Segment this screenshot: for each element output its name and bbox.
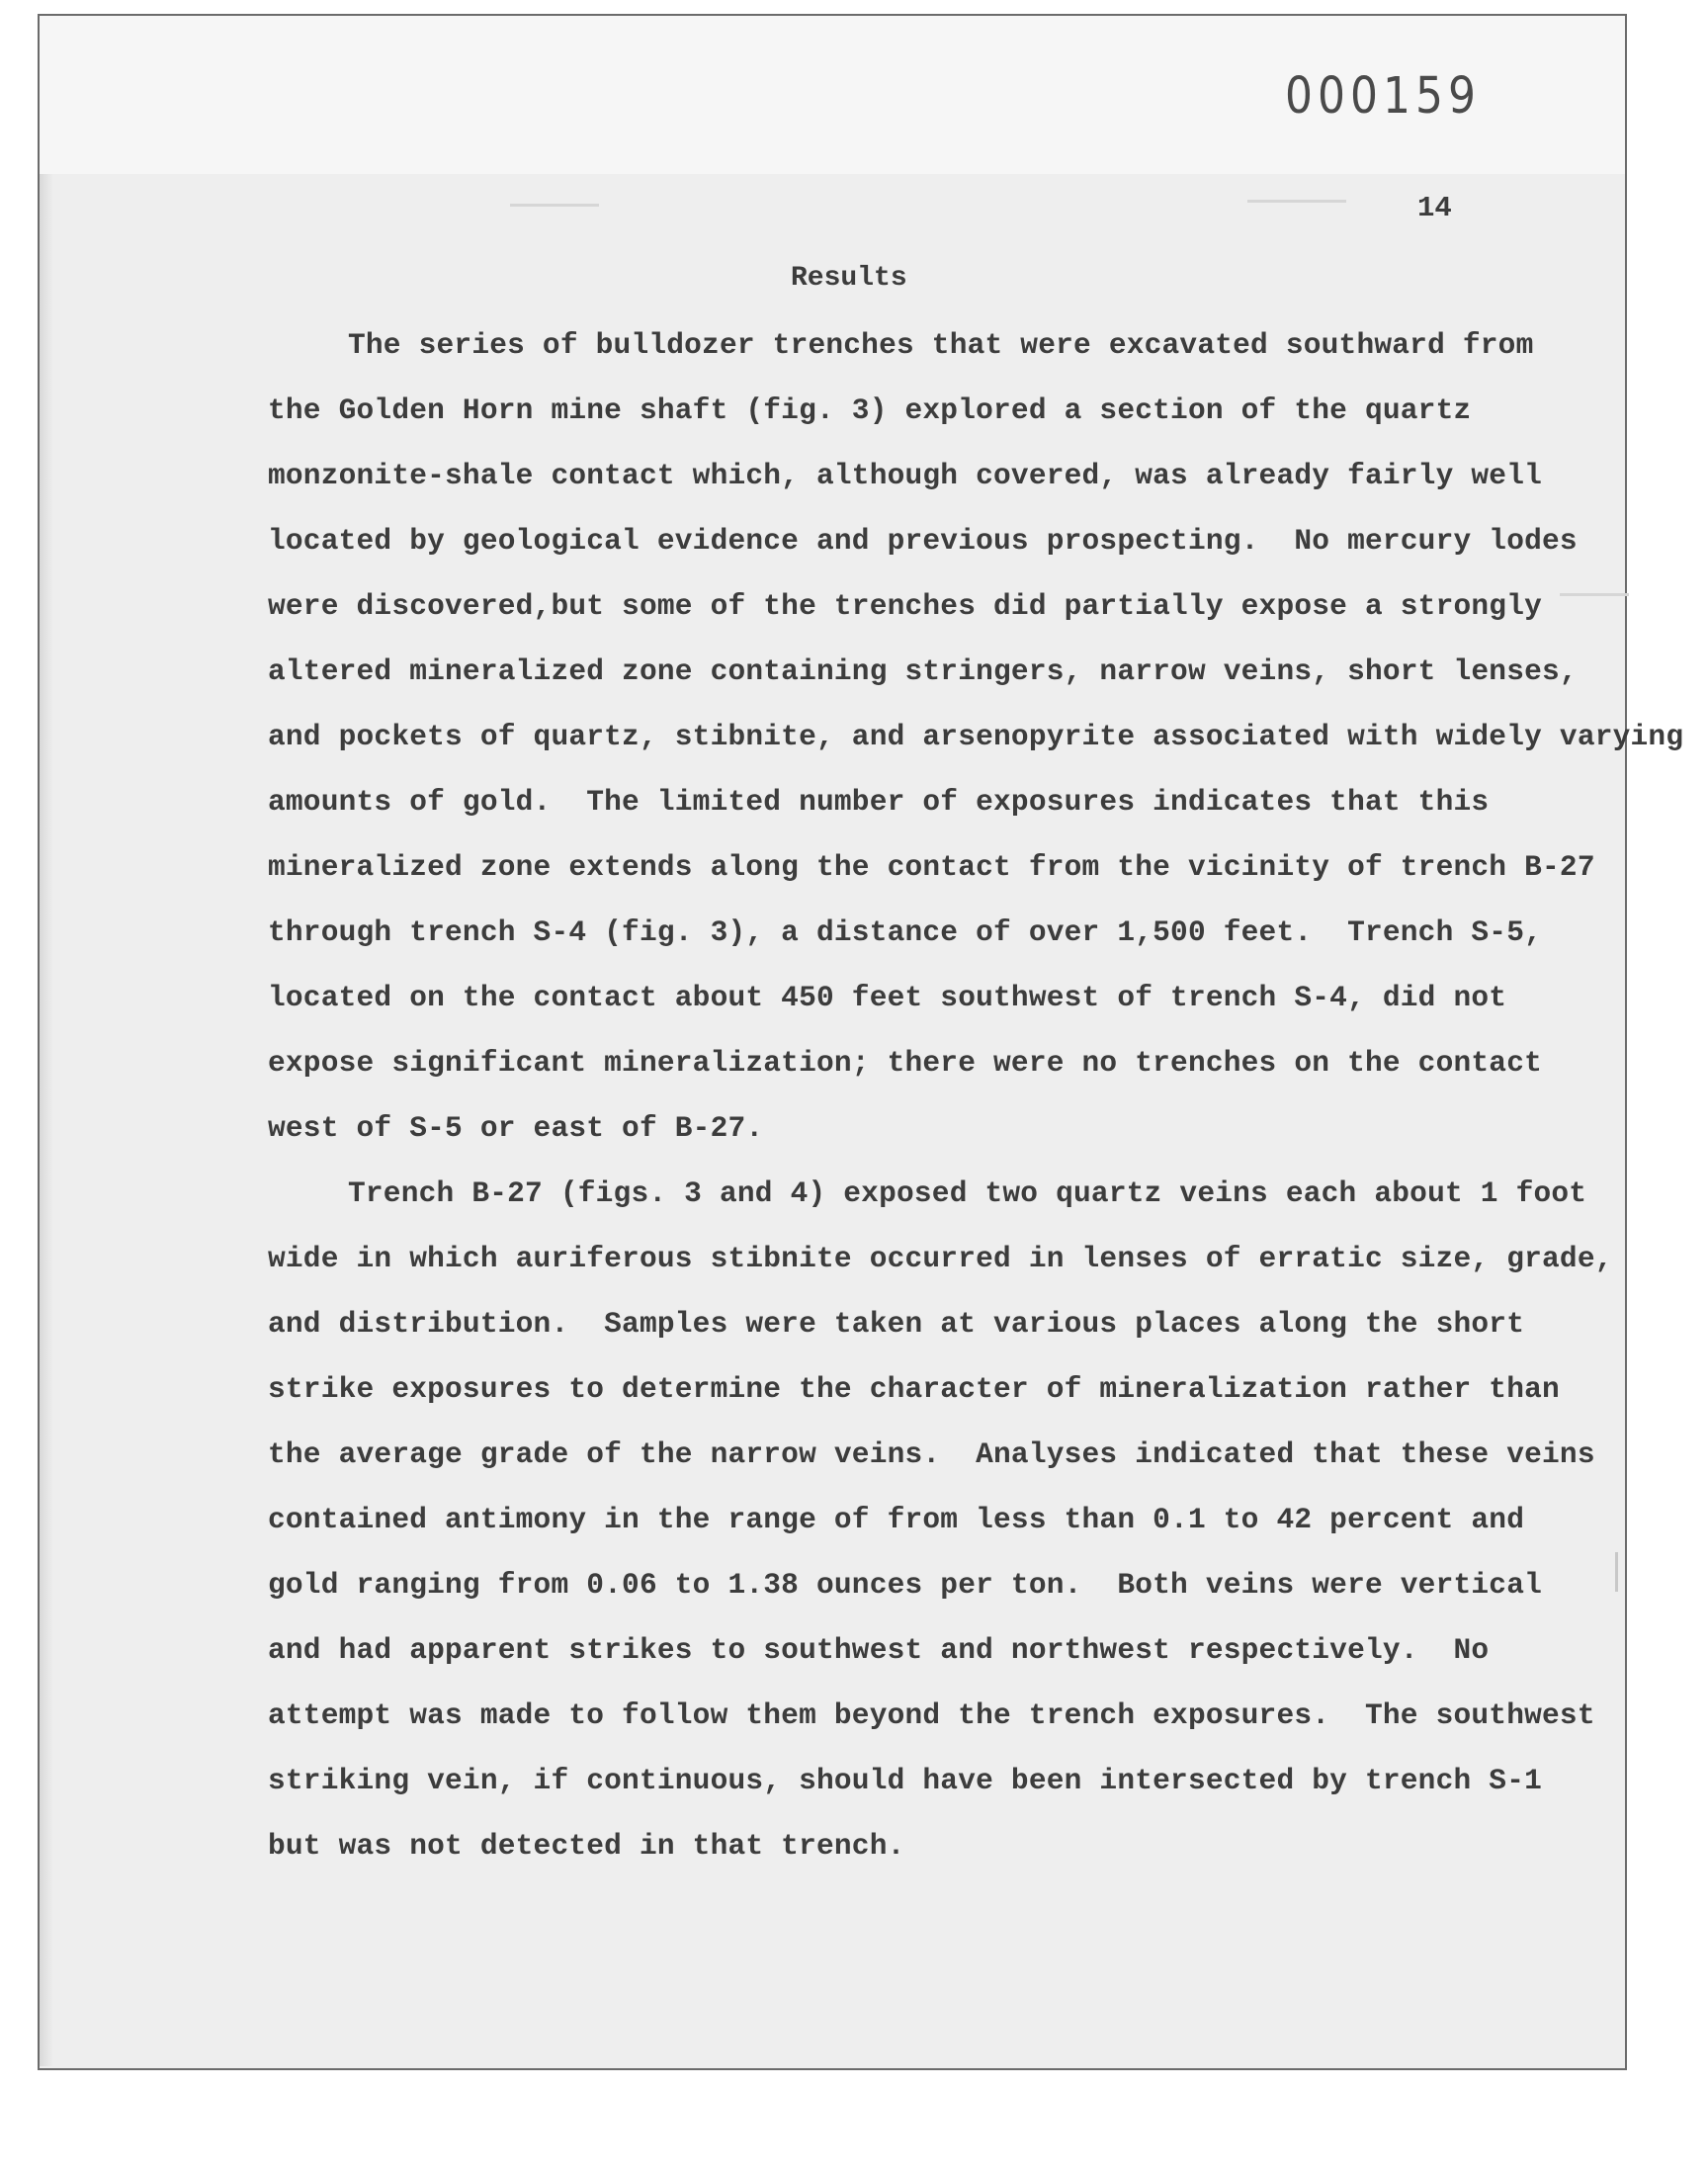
paragraph-2-line: striking vein, if continuous, should have been intersected by trench S-1 [268,1764,1543,1797]
paragraph-1-line: mineralized zone extends along the contact from the vicinity of trench B-27 [268,850,1595,884]
paragraph-2-line: Trench B-27 (figs. 3 and 4) exposed two quartz veins each about 1 foot [348,1176,1587,1210]
paragraph-2-line: and distribution. Samples were taken at various places along the short [268,1307,1525,1341]
paragraph-2-line: contained antimony in the range of from less than 0.1 to 42 percent and [268,1503,1525,1536]
paragraph-2-line: the average grade of the narrow veins. Analyses indicated that these veins [268,1437,1595,1471]
paragraph-2-line: gold ranging from 0.06 to 1.38 ounces per ton. Both veins were vertical [268,1568,1543,1602]
paragraph-1-line: west of S-5 or east of B-27. [268,1111,764,1145]
paragraph-1-line: expose significant mineralization; there were no trenches on the contact [268,1046,1543,1080]
paragraph-1-line: located by geological evidence and previous prospecting. No mercury lodes [268,524,1578,558]
margin-bracket [1615,1552,1618,1592]
paragraph-2-line: but was not detected in that trench. [268,1829,905,1863]
paragraph-1-line: monzonite-shale contact which, although covered, was already fairly well [268,459,1543,492]
scan-left-shadow [40,174,53,2066]
paragraph-1-line: the Golden Horn mine shaft (fig. 3) explored a section of the quartz [268,393,1472,427]
paragraph-1-line: located on the contact about 450 feet southwest of trench S-4, did not [268,981,1507,1014]
paragraph-2-line: wide in which auriferous stibnite occurred in lenses of erratic size, grade, [268,1242,1613,1275]
paragraph-1-line: altered mineralized zone containing stringers, narrow veins, short lenses, [268,654,1578,688]
faint-smudge-left [510,204,599,207]
section-heading: Results [791,263,907,294]
paragraph-1-line: through trench S-4 (fig. 3), a distance of over 1,500 feet. Trench S-5, [268,915,1543,949]
paragraph-1-line: amounts of gold. The limited number of exposures indicates that this [268,785,1490,819]
scanned-page [38,14,1627,2070]
margin-tick [1560,593,1629,596]
paragraph-1-line: and pockets of quartz, stibnite, and arsenopyrite associated with widely varying [268,720,1684,753]
paragraph-1-line: The series of bulldozer trenches that were excavated southward from [348,328,1534,362]
document-stamp-number: 000159 [1285,67,1481,126]
faint-smudge-right [1247,200,1346,203]
paragraph-2-line: and had apparent strikes to southwest and northwest respectively. No [268,1633,1490,1667]
paragraph-2-line: attempt was made to follow them beyond the trench exposures. The southwest [268,1698,1595,1732]
paragraph-2-line: strike exposures to determine the character of mineralization rather than [268,1372,1560,1406]
paragraph-1-line: were discovered,but some of the trenches did partially expose a strongly [268,589,1543,623]
page-number: 14 [1417,192,1452,224]
